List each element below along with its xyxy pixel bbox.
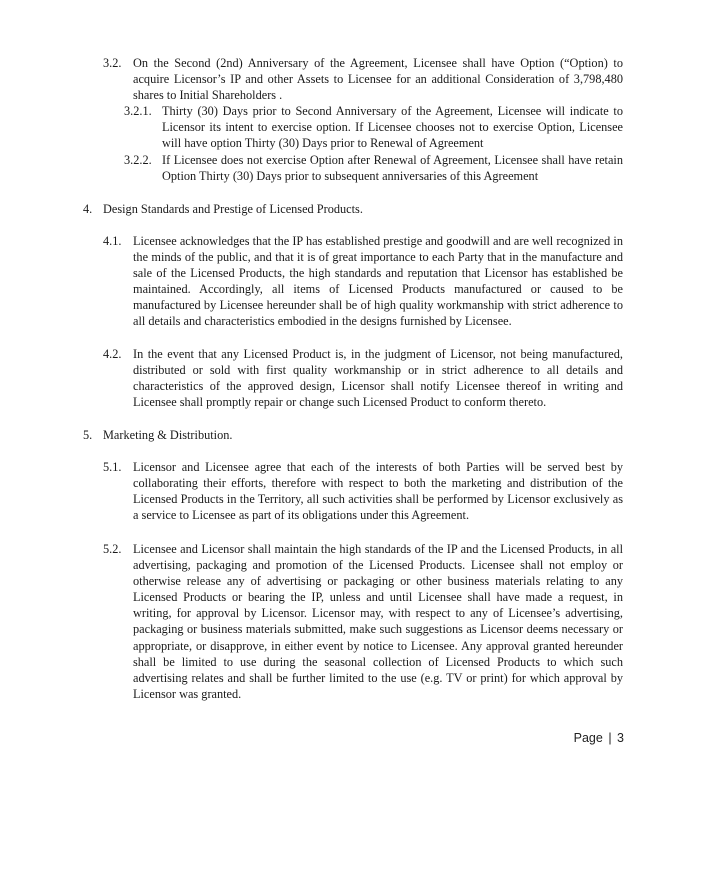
section-3-2-1-text: Thirty (30) Days prior to Second Anniversary of the Agreement, Licensee will indicate to Licensor its intent to exercise option. If Licensee chooses not to exercise Option, Licensee will have option Thirty (30) Days prior to Renewal of Agreement: [162, 104, 623, 151]
section-4-heading: Design Standards and Prestige of Licensed Products.: [103, 202, 363, 216]
section-number: 4.1.: [103, 234, 122, 248]
page-number: 3: [617, 731, 624, 745]
page-label: Page: [573, 731, 603, 745]
section-3-2-2-text: If Licensee does not exercise Option after Renewal of Agreement, Licensee shall have retain Option Thirty (30) Days prior to subsequent anniversaries of this Agreement: [162, 153, 623, 184]
section-number: 3.2.1.: [124, 104, 152, 118]
section-number: 3.2.: [103, 56, 122, 70]
section-3-2-text: On the Second (2nd) Anniversary of the Agreement, Licensee shall have Option (“Option) to acquire Licensor’s IP and other Assets to Licensee for an additional Consideration of 3,798,480 shares to Initial Shareholders .: [133, 56, 623, 103]
section-number: 5.2.: [103, 542, 122, 556]
section-number: 5.1.: [103, 460, 122, 474]
section-number: 5.: [83, 428, 93, 442]
section-4-2-text: In the event that any Licensed Product is, in the judgment of Licensor, not being manufactured, distributed or sold with first quality workmanship or in strict adherence to all details and characteristics of the approved design, Licensor shall notify Licensee thereof in writing and Licensee shall promptly repair or change such Licensed Product to conform thereto.: [133, 347, 623, 410]
page-separator: |: [608, 731, 612, 745]
section-number: 4.2.: [103, 347, 122, 361]
section-number: 4.: [83, 202, 93, 216]
section-5-heading: Marketing & Distribution.: [103, 428, 233, 442]
section-number: 3.2.2.: [124, 153, 152, 167]
section-5-1-text: Licensor and Licensee agree that each of the interests of both Parties will be served best by collaborating their efforts, therefore with respect to both the marketing and distribution of the Licensed Products in the Territory, all such activities shall be performed by Licensor exclusively as a service to Licensee as part of its obligations under this Agreement.: [133, 460, 623, 523]
section-4-1-text: Licensee acknowledges that the IP has established prestige and goodwill and are well recognized in the minds of the public, and that it is of great importance to each Party that in the manufacture and sale of the Licensed Products, the high standards and reputation that Licensor has established be maintained. Accordingly, all items of Licensed Products manufactured or caused to be manufactured by Licensee hereunder shall be of high quality workmanship with strict adherence to all details and characteristics embodied in the designs furnished by Licensee.: [133, 234, 623, 329]
page-footer: [574, 731, 624, 745]
section-5-2-text: Licensee and Licensor shall maintain the high standards of the IP and the Licensed Products, in all advertising, packaging and promotion of the Licensed Products. Licensee shall not employ or otherwise release any of advertising or packaging or other business materials relating to any Licensed Products or bearing the IP, unless and until Licensee shall have made a request, in writing, for approval by Licensor. Licensor may, with respect to any of Licensee’s advertising, packaging or business materials submitted, make such suggestions as Licensor deems necessary or appropriate, or disapprove, in either event by notice to Licensee. Any approval granted hereunder shall be limited to use during the seasonal collection of Licensed Products to which such advertising relates and shall be further limited to the use (e.g. TV or print) for which approval by Licensor was granted.: [133, 542, 623, 701]
